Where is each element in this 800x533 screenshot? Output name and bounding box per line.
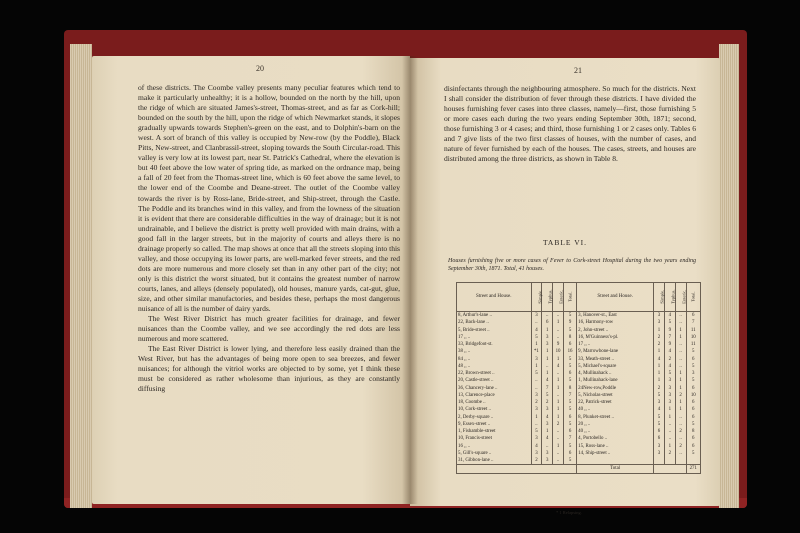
case-count-cell: 1 (675, 334, 686, 341)
case-count-cell: 4 (553, 363, 564, 370)
street-house-cell (577, 457, 654, 465)
case-count-cell (686, 457, 700, 465)
fever-houses-table (456, 282, 701, 474)
column-header-label: Simple. (536, 289, 542, 304)
case-count-cell: 6 (686, 406, 700, 413)
case-count-cell: 5 (563, 377, 576, 384)
case-count-cell: 1 (675, 327, 686, 334)
street-house-cell: 4, Portobello .. (577, 435, 654, 442)
case-count-cell: .. (675, 414, 686, 421)
case-count-cell: 1 (654, 327, 665, 334)
case-count-cell: .. (553, 450, 564, 457)
case-count-cell (675, 457, 686, 465)
paragraph: disinfectants through the neighbouring atmosphere. So much for the districts. Next I shall consider the distribution of fever through these districts. I have divided the houses furnishing fever cases into three classes, namely—first, those furnishing 5 or more cases each during the two years ending September 30th, 1871; second, those furnishing 3 or 4 cases; and third, those furnishing 1 or 2 cases only. Tables 6 and 7 give lists of the two first classes of houses, with the number of cases, and nature of fever furnished by each of the houses. The cases, streets, and houses are distributed among the three districts, as shown in Table 8. (444, 84, 696, 164)
case-count-cell: 4 (654, 356, 665, 363)
case-count-cell: 4 (664, 363, 675, 370)
table-row (457, 363, 701, 370)
case-count-cell: 10 (553, 348, 564, 355)
case-count-cell: 1 (675, 399, 686, 406)
case-count-cell: 1 (553, 356, 564, 363)
case-count-cell: 3 (664, 399, 675, 406)
street-house-cell: 40 ,, .. (577, 406, 654, 413)
case-count-cell: 1 (542, 356, 553, 363)
street-house-cell: 16 ,, .. (457, 443, 532, 450)
street-house-cell: 16, M'Guinness's-pl. (577, 334, 654, 341)
case-count-cell: 1 (553, 385, 564, 392)
table-body (457, 312, 701, 465)
case-count-cell: 5 (664, 370, 675, 377)
case-count-cell: 9 (553, 341, 564, 348)
case-count-cell: 7 (664, 334, 675, 341)
case-count-cell: 5 (686, 348, 700, 355)
street-house-cell: 17 ,, .. (457, 334, 532, 341)
case-count-cell: .. (675, 312, 686, 320)
case-count-cell: 2 (675, 428, 686, 435)
street-house-cell: 24New-row,Poddle (577, 385, 654, 392)
case-count-cell: .. (664, 421, 675, 428)
case-count-cell: 3 (664, 385, 675, 392)
left-page-text (138, 83, 400, 394)
case-count-cell: 3 (531, 392, 542, 399)
table-title: TABLE VI. (542, 238, 588, 247)
case-count-cell: 8 (563, 334, 576, 341)
case-count-cell: .. (553, 334, 564, 341)
case-count-cell: 6 (563, 341, 576, 348)
case-count-cell: 3 (542, 457, 553, 465)
case-count-cell: 1 (664, 443, 675, 450)
table-total-row (457, 465, 701, 473)
case-count-cell: 3 (664, 392, 675, 399)
table-row (457, 334, 701, 341)
case-count-cell: 1 (553, 406, 564, 413)
case-count-cell: 5 (686, 363, 700, 370)
table-caption: Houses furnishing five or more cases of Fever to Cork-street Hospital during the two years ending September 30th, 1871. Total, 41 houses. (448, 258, 696, 272)
table-row (457, 392, 701, 399)
case-count-cell: 9 (563, 319, 576, 326)
case-count-cell: 7 (563, 435, 576, 442)
case-count-cell: 5 (563, 399, 576, 406)
case-count-cell: 1 (654, 370, 665, 377)
case-count-cell: 9 (664, 327, 675, 334)
street-house-cell: 5, Gill's-square .. (457, 450, 532, 457)
column-header-label: Enteric. (681, 289, 687, 304)
column-header (553, 283, 564, 312)
case-count-cell: *1 (531, 348, 542, 355)
case-count-cell: 6 (686, 399, 700, 406)
table-row (457, 428, 701, 435)
right-page-text (444, 84, 696, 164)
case-count-cell: 1 (675, 370, 686, 377)
case-count-cell: 1 (542, 348, 553, 355)
street-house-cell: 1, Fishamble-street (457, 428, 532, 435)
street-house-cell: 9, Marrowbone-lane (577, 348, 654, 355)
street-house-cell: 18, Coombe .. (457, 399, 532, 406)
case-count-cell: 5 (563, 406, 576, 413)
case-count-cell: 3 (542, 341, 553, 348)
case-count-cell: .. (675, 348, 686, 355)
paragraph: The West River District has much greater facilities for drainage, and fewer nuisances than the Coombe valley, and we see accordingly the red dots are less numerous and more scattered. (138, 314, 400, 344)
case-count-cell: 4 (654, 406, 665, 413)
book-gutter (402, 56, 418, 504)
street-house-cell: 13, Clarence-place (457, 392, 532, 399)
street-house-cell: 38 ,, .. (457, 348, 532, 355)
case-count-cell: 2 (654, 341, 665, 348)
case-count-cell: 3 (654, 312, 665, 320)
table-row (457, 341, 701, 348)
case-count-cell: 2 (654, 385, 665, 392)
case-count-cell: 5 (542, 392, 553, 399)
street-house-cell: 36, Chancery-lane .. (457, 385, 532, 392)
street-house-cell: 10, Francis-street (457, 435, 532, 442)
table-row (457, 327, 701, 334)
case-count-cell: 5 (563, 421, 576, 428)
street-house-cell: 4, Mullinahack .. (577, 370, 654, 377)
table-header-row (457, 283, 701, 312)
street-house-cell: 8, Plunket-street .. (577, 414, 654, 421)
case-count-cell: 6 (654, 435, 665, 442)
case-count-cell (664, 457, 675, 465)
case-count-cell: 4 (542, 414, 553, 421)
street-house-cell: 31, Gibbon-lane .. (457, 457, 532, 465)
case-count-cell: 6 (563, 370, 576, 377)
table-row (457, 319, 701, 326)
street-house-cell: 9, Essex-street .. (457, 421, 532, 428)
table-row (457, 385, 701, 392)
case-count-cell: 1 (654, 348, 665, 355)
column-header (664, 283, 675, 312)
street-house-cell: 8, Arthur's-lane .. (457, 312, 532, 320)
street-house-cell: 20, Castle-street .. (457, 377, 532, 384)
case-count-cell: 1 (553, 319, 564, 326)
case-count-cell: 3 (542, 334, 553, 341)
column-header: Street and House. (577, 283, 654, 312)
paragraph: of these districts. The Coombe valley presents many peculiar features which tend to make it particularly unhealthy; it is a hollow, bounded on the north by the hill, upon the ridge of which are situated James's-street, Thomas-street, and as far as Cork-hill; bounded on the south by the hill, upon the ridge of which Newmarket stands, it slopes gradually upwards towards Stephen's-green on the east, and to Dolphin's-barn on the west. A sort of branch of this valley is occupied by New-row (by the Poddle), Black Pitts, New-street, and Clanbrassil-street, sloping towards the South Circular-road. This valley is very low at its lowest part, near St. Patrick's Cathedral, where the elevation is but 40 feet above the low water of spring tide, as marked on the ordnance map, being a fall of 20 feet from the Thomas-street line, which is 60 feet above the same level, to the lower end of the Coombe and Deane-street. The outlet of the Coombe valley towards the river is by Ross-lane, Bride-street, and Ship-street, through the Castle. The Poddle and its branches wind in this valley, and from the lowness of the situation it is evident that there are considerable difficulties in the way of drainage; but it is not undrainable, and I believe the district is pretty well provided with main drains, with a good fall in the larger streets, but in the majority of courts and alleys there is no drainage properly so called. The map shows at once that all the streets sloping into this valley, and those occupying its lower parts, are well-marked fever streets, and the red dots are more numerous and more closely set than in any other part of the city; not only is this district the worst situated, but it contains the greatest number of narrow courts, lanes, and alleys (densely populated), old houses, manure yards, cat-gut, glue, size, and other similar manufactories, and besides these, perhaps the most dangerous nuisance of all is the number of dairy yards. (138, 83, 400, 314)
total-value: 271 (686, 465, 700, 473)
case-count-cell: 6 (686, 443, 700, 450)
case-count-cell: .. (553, 392, 564, 399)
street-house-cell: 48 ,, .. (457, 363, 532, 370)
case-count-cell: 5 (563, 356, 576, 363)
case-count-cell: .. (664, 435, 675, 442)
case-count-cell: 3 (542, 421, 553, 428)
case-count-cell: 3 (542, 406, 553, 413)
case-count-cell: 5 (563, 443, 576, 450)
case-count-cell: 1 (553, 377, 564, 384)
table-row (457, 399, 701, 406)
street-house-cell: 5, Michael's-square (577, 363, 654, 370)
case-count-cell: .. (553, 327, 564, 334)
case-count-cell: 1 (531, 363, 542, 370)
case-count-cell: 2 (675, 443, 686, 450)
column-header-label: Simple. (659, 289, 665, 304)
case-count-cell: 6 (563, 414, 576, 421)
case-count-cell: 7 (542, 385, 553, 392)
page-stack-left (70, 44, 92, 508)
case-count-cell: 4 (664, 312, 675, 320)
street-house-cell: 1, Mullinahack-lane (577, 377, 654, 384)
case-count-cell: 1 (553, 399, 564, 406)
column-header (686, 283, 700, 312)
case-count-cell: .. (675, 435, 686, 442)
case-count-cell: .. (553, 435, 564, 442)
case-count-cell: .. (553, 370, 564, 377)
case-count-cell: 3 (542, 450, 553, 457)
case-count-cell: 2 (675, 392, 686, 399)
table-row (457, 377, 701, 384)
case-count-cell (654, 457, 665, 465)
case-count-cell: .. (675, 421, 686, 428)
case-count-cell: 1 (553, 414, 564, 421)
case-count-cell: .. (675, 363, 686, 370)
total-dots (654, 465, 686, 473)
case-count-cell: 3 (531, 450, 542, 457)
case-count-cell: 5 (563, 327, 576, 334)
table-row (457, 450, 701, 457)
case-count-cell: 3 (531, 356, 542, 363)
case-count-cell: 6 (563, 450, 576, 457)
street-house-cell: 2, John-street .. (577, 327, 654, 334)
case-count-cell: 5 (563, 312, 576, 320)
street-house-cell: 5, Nicholas-street (577, 392, 654, 399)
case-count-cell: 6 (686, 435, 700, 442)
case-count-cell: 3 (531, 406, 542, 413)
case-count-cell: 1 (675, 385, 686, 392)
left-page (92, 56, 410, 504)
case-count-cell: 1 (553, 443, 564, 450)
table-row (457, 414, 701, 421)
case-count-cell: .. (675, 356, 686, 363)
case-count-cell: 1 (542, 370, 553, 377)
case-count-cell: 3 (654, 443, 665, 450)
case-count-cell: 5 (531, 370, 542, 377)
case-count-cell: 6 (654, 428, 665, 435)
case-count-cell: 1 (675, 377, 686, 384)
case-count-cell: 2 (553, 421, 564, 428)
street-house-cell: 3, Hanover-st., East (577, 312, 654, 320)
case-count-cell: 5 (654, 421, 665, 428)
table-row (457, 406, 701, 413)
case-count-cell: .. (553, 428, 564, 435)
case-count-cell: 5 (686, 450, 700, 457)
case-count-cell: 6 (686, 312, 700, 320)
table-footnote: * 1 Relapsing. (556, 510, 582, 515)
street-house-cell: 14, Ship-street .. (577, 450, 654, 457)
column-header: Street and House. (457, 283, 532, 312)
case-count-cell: 3 (531, 312, 542, 320)
case-count-cell: 1 (531, 341, 542, 348)
total-spacer (457, 465, 577, 473)
table-row (457, 348, 701, 355)
page-stack-right (719, 44, 739, 508)
street-house-cell: 33, Bridgefoot-st. (457, 341, 532, 348)
case-count-cell: 6 (686, 356, 700, 363)
case-count-cell: .. (675, 450, 686, 457)
case-count-cell: 1 (542, 428, 553, 435)
case-count-cell: 6 (686, 414, 700, 421)
case-count-cell: 4 (542, 435, 553, 442)
case-count-cell: .. (542, 363, 553, 370)
case-count-cell: 2 (664, 356, 675, 363)
case-count-cell: 2 (664, 450, 675, 457)
case-count-cell: .. (664, 428, 675, 435)
case-count-cell: 8 (686, 428, 700, 435)
case-count-cell: 3 (664, 377, 675, 384)
case-count-cell: 5 (531, 428, 542, 435)
street-house-cell: 22, Patrick-street (577, 399, 654, 406)
table-row (457, 370, 701, 377)
case-count-cell: 7 (686, 319, 700, 326)
case-count-cell: 9 (664, 341, 675, 348)
case-count-cell: 10 (686, 392, 700, 399)
case-count-cell: 5 (563, 363, 576, 370)
table-row (457, 356, 701, 363)
street-house-cell: 20 ,, .. (577, 421, 654, 428)
case-count-cell: 5 (563, 457, 576, 465)
column-header (531, 283, 542, 312)
case-count-cell: 5 (654, 414, 665, 421)
street-house-cell: 16, Harmony-row (577, 319, 654, 326)
column-header (675, 283, 686, 312)
case-count-cell: 1 (542, 327, 553, 334)
case-count-cell: 1 (531, 414, 542, 421)
case-count-cell: .. (542, 443, 553, 450)
case-count-cell: 16 (563, 348, 576, 355)
case-count-cell: 1 (664, 414, 675, 421)
case-count-cell: 5 (686, 377, 700, 384)
case-count-cell: 8 (563, 385, 576, 392)
column-header-label: Total. (690, 291, 696, 302)
table-row (457, 435, 701, 442)
table-row (457, 443, 701, 450)
case-count-cell: .. (553, 457, 564, 465)
case-count-cell: .. (553, 312, 564, 320)
case-count-cell: 6 (563, 428, 576, 435)
case-count-cell: 4 (531, 443, 542, 450)
case-count-cell: 3 (654, 399, 665, 406)
case-count-cell: 1 (654, 363, 665, 370)
table-row (457, 312, 701, 320)
case-count-cell: .. (531, 385, 542, 392)
case-count-cell: .. (675, 319, 686, 326)
street-house-cell: 5, Bride-street .. (457, 327, 532, 334)
case-count-cell: 5 (531, 334, 542, 341)
case-count-cell: 3 (531, 435, 542, 442)
case-count-cell: 3 (686, 370, 700, 377)
street-house-cell: 10, Cork-street .. (457, 406, 532, 413)
case-count-cell: 4 (531, 327, 542, 334)
case-count-cell: .. (531, 421, 542, 428)
case-count-cell: 2 (542, 399, 553, 406)
right-page (410, 58, 720, 515)
street-house-cell: 15, Ross-lane .. (577, 443, 654, 450)
case-count-cell: 7 (563, 392, 576, 399)
case-count-cell: 5 (654, 392, 665, 399)
street-house-cell: 22, Back-lane .. (457, 319, 532, 326)
case-count-cell: 2 (654, 334, 665, 341)
column-header (654, 283, 665, 312)
column-header-label: Typhus. (670, 289, 676, 304)
case-count-cell: 1 (654, 377, 665, 384)
case-count-cell: 6 (542, 319, 553, 326)
case-count-cell: 5 (686, 421, 700, 428)
page-number-right: 21 (574, 66, 582, 75)
open-book (64, 30, 747, 515)
case-count-cell: .. (531, 377, 542, 384)
column-header-label: Total. (567, 291, 573, 302)
case-count-cell: 6 (686, 385, 700, 392)
street-house-cell: 22, Brown-street .. (457, 370, 532, 377)
column-header (563, 283, 576, 312)
case-count-cell: 4 (664, 348, 675, 355)
case-count-cell: 10 (686, 334, 700, 341)
case-count-cell: .. (531, 319, 542, 326)
case-count-cell: .. (675, 341, 686, 348)
case-count-cell: 3 (654, 319, 665, 326)
street-house-cell: 33, Meath-street .. (577, 356, 654, 363)
street-house-cell: 84 ,, .. (457, 356, 532, 363)
case-count-cell: 1 (675, 406, 686, 413)
column-header-label: Typhus. (547, 289, 553, 304)
page-number-left: 20 (256, 64, 264, 73)
street-house-cell: 2, Derby-square .. (457, 414, 532, 421)
case-count-cell: 4 (542, 377, 553, 384)
column-header-label: Enteric. (558, 289, 564, 304)
case-count-cell: 2 (531, 457, 542, 465)
case-count-cell: 11 (686, 341, 700, 348)
table-row (457, 421, 701, 428)
paragraph: The East River District is lower lying, and therefore less easily drained than the West River, but has the advantages of being more open to sea breezes, and fewer nuisances; for although the vitriol works are objected to by some, yet I think these must be considered as rather wholesome than injurious, as they are constantly diffusing (138, 344, 400, 394)
case-count-cell: 5 (664, 319, 675, 326)
table-row (457, 457, 701, 465)
case-count-cell: 3 (654, 450, 665, 457)
total-label: Total (577, 465, 654, 473)
street-house-cell: 40 ,, .. (577, 428, 654, 435)
case-count-cell: 1 (664, 406, 675, 413)
case-count-cell: 2 (531, 399, 542, 406)
case-count-cell: 11 (686, 327, 700, 334)
street-house-cell: 17 ,, .. (577, 341, 654, 348)
case-count-cell: .. (542, 312, 553, 320)
